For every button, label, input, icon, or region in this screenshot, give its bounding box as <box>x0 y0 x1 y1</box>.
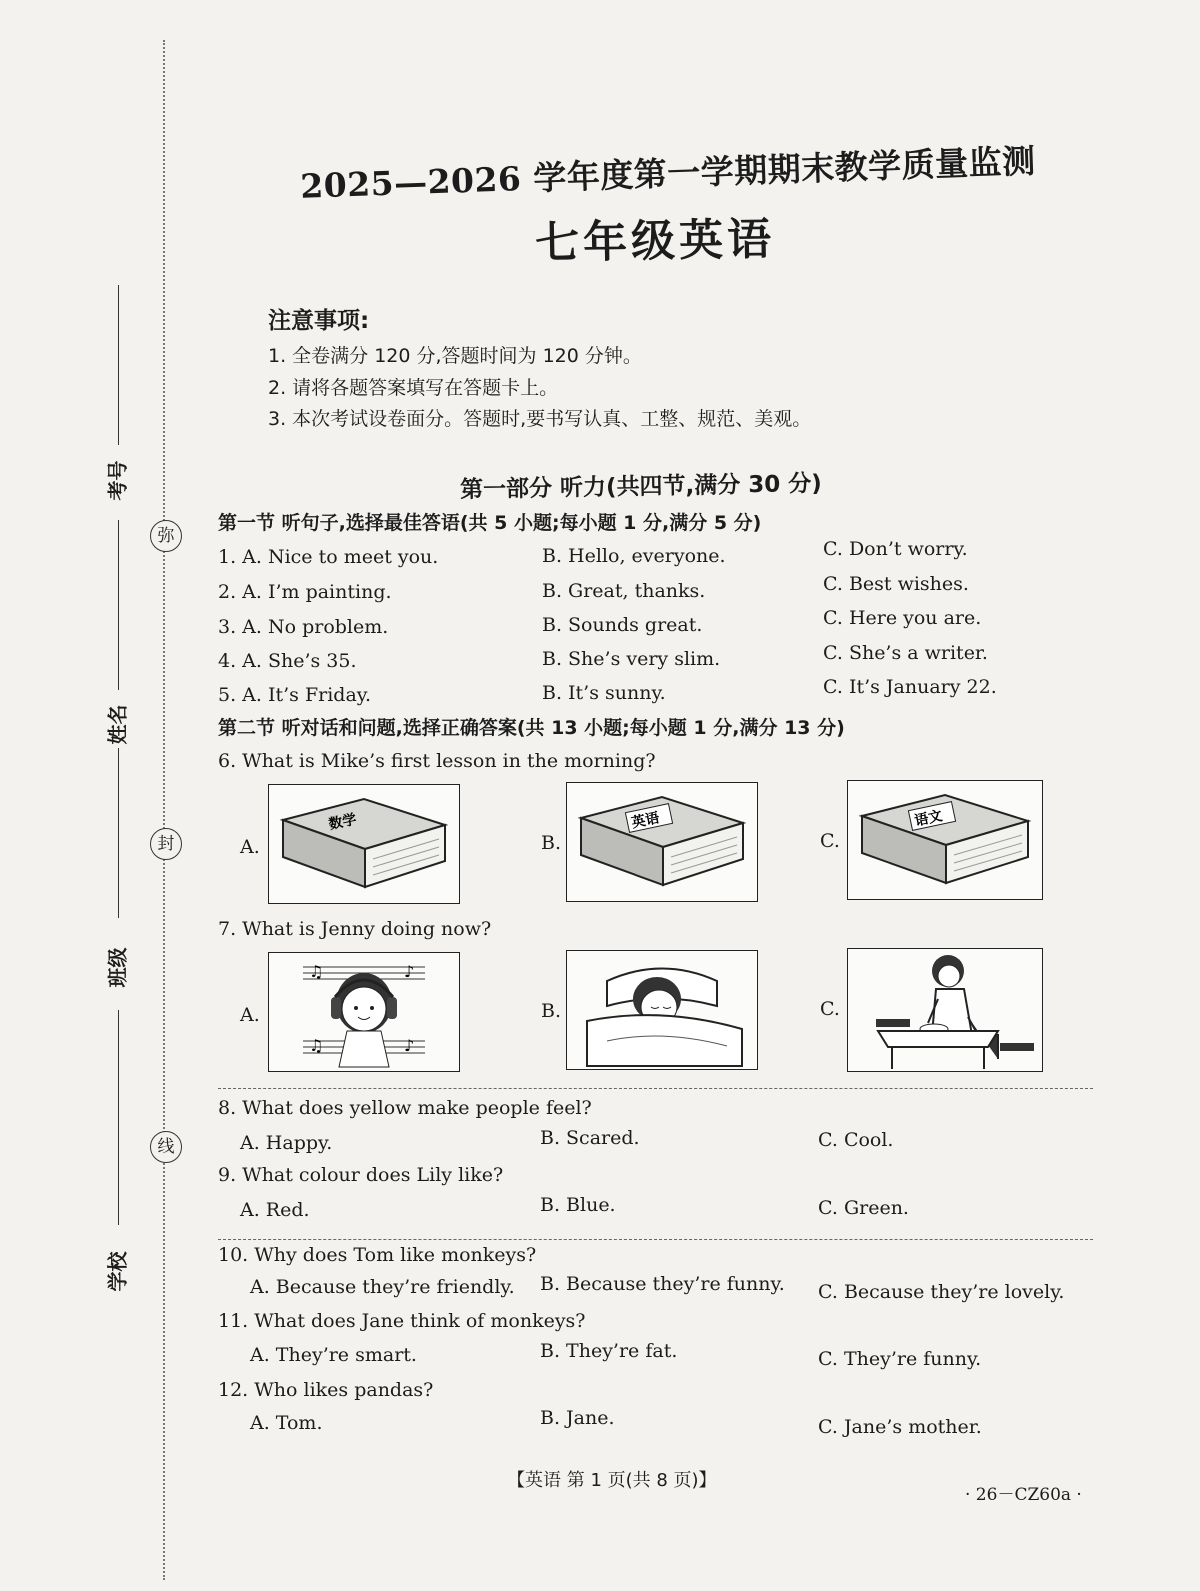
svg-text:♪: ♪ <box>404 1036 415 1055</box>
q6-label-c: C. <box>820 830 840 852</box>
school-line[interactable] <box>118 1010 119 1225</box>
q3-option-c: C. Here you are. <box>823 607 982 629</box>
section1-title: 第一节 听句子,选择最佳答语(共 5 小题;每小题 1 分,满分 5 分) <box>218 512 762 534</box>
q4-option-c: C. She’s a writer. <box>823 642 988 664</box>
svg-text:♪: ♪ <box>404 962 415 981</box>
separator <box>218 1088 1093 1089</box>
q12-option-b: B. Jane. <box>540 1407 615 1429</box>
q7-stem: 7. What is Jenny doing now? <box>218 918 492 940</box>
notice-item: 2. 请将各题答案填写在答题卡上。 <box>268 377 559 399</box>
q8-option-a: A. Happy. <box>240 1132 333 1154</box>
school-label: 学校 <box>105 1251 130 1292</box>
q9-option-a: A. Red. <box>240 1199 310 1221</box>
class-line[interactable] <box>118 748 119 918</box>
q9-option-b: B. Blue. <box>540 1194 616 1216</box>
q3-option-a: 3. A. No problem. <box>218 616 389 638</box>
section2-title: 第二节 听对话和问题,选择正确答案(共 13 小题;每小题 1 分,满分 13 分) <box>218 717 845 739</box>
notice-heading: 注意事项: <box>268 308 370 334</box>
q10-option-b: B. Because they’re funny. <box>540 1273 785 1295</box>
q9-option-c: C. Green. <box>818 1197 909 1219</box>
q6-book-c-title: 语文 <box>913 808 944 830</box>
q1-option-b: B. Hello, everyone. <box>542 545 726 567</box>
q2-option-b: B. Great, thanks. <box>542 580 706 602</box>
name-line[interactable] <box>118 520 119 690</box>
paper-code: · 26－CZ60a · <box>965 1485 1082 1505</box>
q7-picture-b <box>566 950 758 1070</box>
exam-no-line[interactable] <box>118 285 119 445</box>
q11-option-b: B. They’re fat. <box>540 1340 678 1362</box>
q8-stem: 8. What does yellow make people feel? <box>218 1097 592 1119</box>
q11-stem: 11. What does Jane think of monkeys? <box>218 1310 586 1332</box>
q12-option-a: A. Tom. <box>250 1412 323 1434</box>
separator <box>218 1239 1093 1240</box>
q8-option-c: C. Cool. <box>818 1129 894 1151</box>
seal-mi: 弥 <box>150 520 182 552</box>
q1-option-a: 1. A. Nice to meet you. <box>218 546 439 568</box>
exam-title: 2025—2026 学年度第一学期期末教学质量监测 <box>299 141 1037 206</box>
q7-label-a: A. <box>240 1004 260 1026</box>
q12-stem: 12. Who likes pandas? <box>218 1379 434 1401</box>
girl-listening-music-icon <box>269 953 459 1071</box>
q6-picture-b <box>566 782 758 902</box>
q9-stem: 9. What colour does Lily like? <box>218 1164 504 1186</box>
q6-label-b: B. <box>541 832 562 854</box>
notice-item: 3. 本次考试设卷面分。答题时,要书写认真、工整、规范、美观。 <box>268 408 812 430</box>
q2-option-a: 2. A. I’m painting. <box>218 581 392 603</box>
q10-option-a: A. Because they’re friendly. <box>250 1276 515 1298</box>
q6-picture-a <box>268 784 460 904</box>
book-icon <box>848 781 1042 899</box>
q4-option-b: B. She’s very slim. <box>542 648 721 670</box>
svg-text:♫: ♫ <box>309 962 324 981</box>
q4-option-a: 4. A. She’s 35. <box>218 650 357 672</box>
q7-picture-c <box>847 948 1043 1072</box>
q5-option-a: 5. A. It’s Friday. <box>218 684 372 706</box>
q6-stem: 6. What is Mike’s first lesson in the morning? <box>218 750 656 772</box>
q6-picture-c <box>847 780 1043 900</box>
seal-feng: 封 <box>150 828 182 860</box>
q8-option-b: B. Scared. <box>540 1127 640 1149</box>
q7-label-b: B. <box>541 1000 562 1022</box>
q6-label-a: A. <box>240 836 260 858</box>
part1-title: 第一部分 听力(共四节,满分 30 分) <box>459 470 823 504</box>
name-label: 姓名 <box>105 704 130 745</box>
q11-option-a: A. They’re smart. <box>250 1344 417 1366</box>
q5-option-c: C. It’s January 22. <box>823 676 997 698</box>
q7-label-c: C. <box>820 998 840 1020</box>
girl-cleaning-table-icon <box>848 949 1042 1071</box>
girl-sleeping-icon <box>567 951 757 1069</box>
exam-subtitle: 七年级英语 <box>534 213 776 270</box>
class-label: 班级 <box>105 947 130 988</box>
q6-book-a-title: 数学 <box>327 811 359 834</box>
page-number: 【英语 第 1 页(共 8 页)】 <box>507 1470 717 1491</box>
book-icon <box>567 783 757 901</box>
q11-option-c: C. They’re funny. <box>818 1348 982 1370</box>
q7-picture-a <box>268 952 460 1072</box>
q10-stem: 10. Why does Tom like monkeys? <box>218 1244 537 1266</box>
seal-xian: 线 <box>150 1131 182 1163</box>
q6-book-b-title: 英语 <box>630 810 661 832</box>
svg-text:♫: ♫ <box>309 1036 324 1055</box>
book-icon <box>269 785 459 903</box>
exam-no-label: 考号 <box>105 460 130 501</box>
q2-option-c: C. Best wishes. <box>823 573 969 595</box>
notice-item: 1. 全卷满分 120 分,答题时间为 120 分钟。 <box>268 345 642 367</box>
q3-option-b: B. Sounds great. <box>542 614 703 636</box>
q10-option-c: C. Because they’re lovely. <box>818 1281 1065 1303</box>
q12-option-c: C. Jane’s mother. <box>818 1416 982 1438</box>
binding-dotted-line <box>163 40 165 1580</box>
q5-option-b: B. It’s sunny. <box>542 682 666 704</box>
q1-option-c: C. Don’t worry. <box>823 538 968 560</box>
